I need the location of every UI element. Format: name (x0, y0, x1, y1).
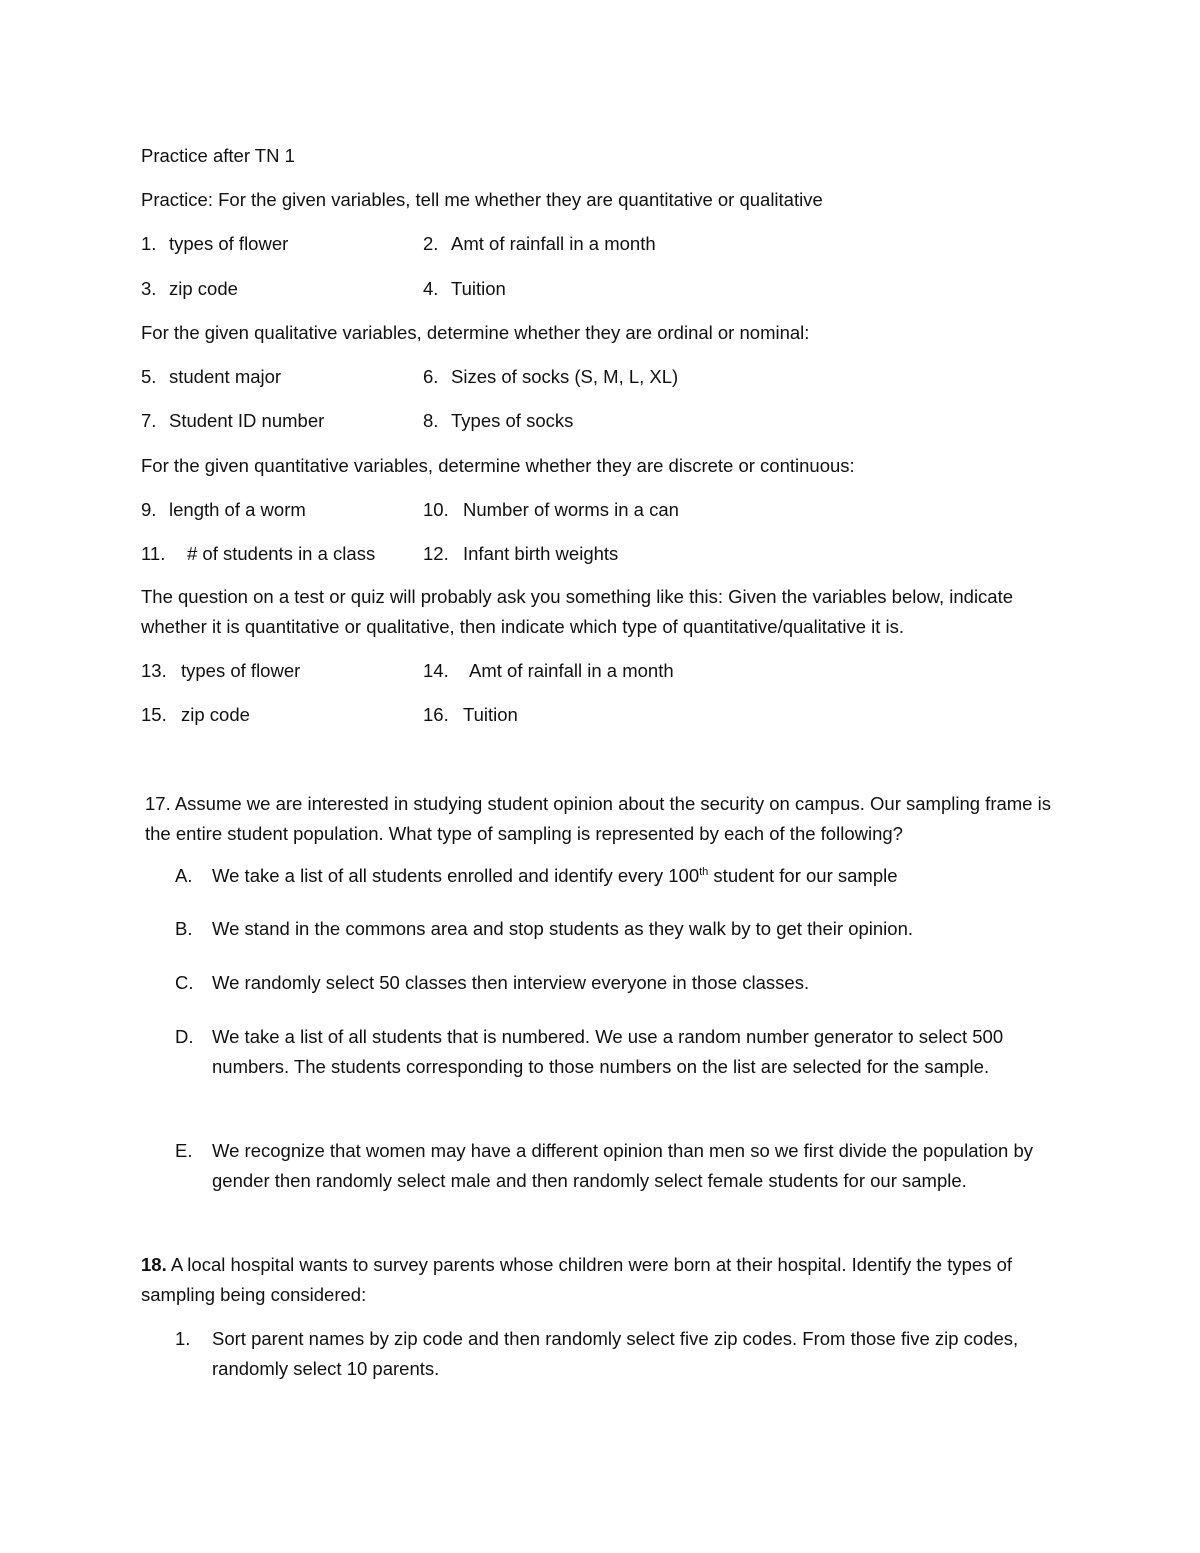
question-text: Sizes of socks (S, M, L, XL) (451, 366, 679, 387)
question-number: 15. (141, 704, 167, 725)
question-row-7-8 (141, 406, 1071, 436)
question-13 (141, 656, 300, 686)
question-number: 17. (145, 793, 171, 814)
question-text: Types of socks (451, 410, 574, 431)
question-16 (423, 700, 518, 730)
question-text: Infant birth weights (463, 543, 619, 564)
ordinal-superscript: th (699, 865, 709, 878)
question-text: A local hospital wants to survey parents whose children were born at their hospital. Identify the types of sampling being considered: (141, 1254, 1013, 1305)
question-text: Amt of rainfall in a month (451, 233, 656, 254)
section4-prompt: The question on a test or quiz will probably ask you something like this: Given the variables below, indicate whether it is quantitative or qualitative, then indicate which type of quantitative/qualitative it is. (141, 586, 1014, 637)
option-label: B. (175, 918, 193, 939)
question-7 (141, 406, 324, 436)
question-text: Tuition (463, 704, 518, 725)
question-8 (423, 406, 573, 436)
question-number: 9. (141, 499, 157, 520)
question-17 (145, 789, 1075, 849)
question-number: 3. (141, 278, 157, 299)
item-text: Sort parent names by zip code and then randomly select five zip codes. From those five zip codes, randomly select 10 parents. (212, 1328, 1019, 1379)
question-number: 14. (423, 660, 449, 681)
question-number: 8. (423, 410, 439, 431)
question-text: Assume we are interested in studying student opinion about the security on campus. Our sampling frame is the entire student population. What type of sampling is represented by each of the following? (145, 793, 1051, 844)
question-18 (141, 1250, 1071, 1310)
option-text: We randomly select 50 classes then interview everyone in those classes. (212, 972, 810, 993)
question-row-15-16 (141, 700, 1071, 730)
option-label: D. (175, 1026, 194, 1047)
question-text: length of a worm (169, 499, 306, 520)
question-number: 16. (423, 704, 449, 725)
question-3 (141, 274, 238, 304)
question-text: student major (169, 366, 282, 387)
item-number: 1. (175, 1328, 191, 1349)
question-text: zip code (181, 704, 250, 725)
question-text: zip code (169, 278, 238, 299)
question-number: 7. (141, 410, 157, 431)
question-text: Tuition (451, 278, 506, 299)
question-text: Student ID number (169, 410, 325, 431)
question-number: 5. (141, 366, 157, 387)
question-number: 1. (141, 233, 157, 254)
question-row-9-10 (141, 495, 1071, 525)
question-row-11-12 (141, 539, 1071, 569)
option-label: E. (175, 1140, 193, 1161)
option-text (212, 861, 1052, 891)
question-row-3-4 (141, 274, 1071, 304)
question-2 (423, 229, 656, 259)
question-number: 13. (141, 660, 167, 681)
question-row-1-2 (141, 229, 1071, 259)
option-text: We stand in the commons area and stop students as they walk by to get their opinion. (212, 918, 914, 939)
question-number: 2. (423, 233, 439, 254)
option-text-part: We take a list of all students enrolled and identify every 100 (212, 865, 700, 886)
question-number: 6. (423, 366, 439, 387)
question-number: 10. (423, 499, 449, 520)
question-text: # of students in a class (187, 543, 376, 564)
question-15 (141, 700, 250, 730)
question-number: 12. (423, 543, 449, 564)
question-9 (141, 495, 306, 525)
question-number: 18. (141, 1254, 167, 1275)
option-text-part: student for our sample (708, 865, 898, 886)
question-6 (423, 362, 678, 392)
question-12 (423, 539, 618, 569)
question-4 (423, 274, 506, 304)
question-text: Amt of rainfall in a month (469, 660, 674, 681)
question-row-5-6 (141, 362, 1071, 392)
question-number: 11. (141, 543, 166, 564)
option-label: C. (175, 972, 194, 993)
question-14 (423, 656, 674, 686)
question-text: Number of worms in a can (463, 499, 679, 520)
question-5 (141, 362, 281, 392)
question-1 (141, 229, 288, 259)
option-text: We take a list of all students that is numbered. We use a random number generator to select 500 numbers. The students corresponding to those numbers on the list are selected for the sample. (212, 1026, 1004, 1077)
question-10 (423, 495, 679, 525)
question-text: types of flower (181, 660, 301, 681)
section1-prompt: Practice: For the given variables, tell me whether they are quantitative or qualitative (141, 189, 823, 210)
section2-prompt: For the given qualitative variables, determine whether they are ordinal or nominal: (141, 322, 810, 343)
option-text: We recognize that women may have a different opinion than men so we first divide the population by gender then randomly select male and then randomly select female students for our sample. (212, 1140, 1033, 1191)
question-number: 4. (423, 278, 439, 299)
question-11 (141, 539, 375, 569)
section3-prompt: For the given quantitative variables, determine whether they are discrete or continuous: (141, 455, 855, 476)
question-text: types of flower (169, 233, 289, 254)
document-title: Practice after TN 1 (141, 145, 295, 166)
option-label: A. (175, 865, 193, 886)
question-row-13-14 (141, 656, 1071, 686)
